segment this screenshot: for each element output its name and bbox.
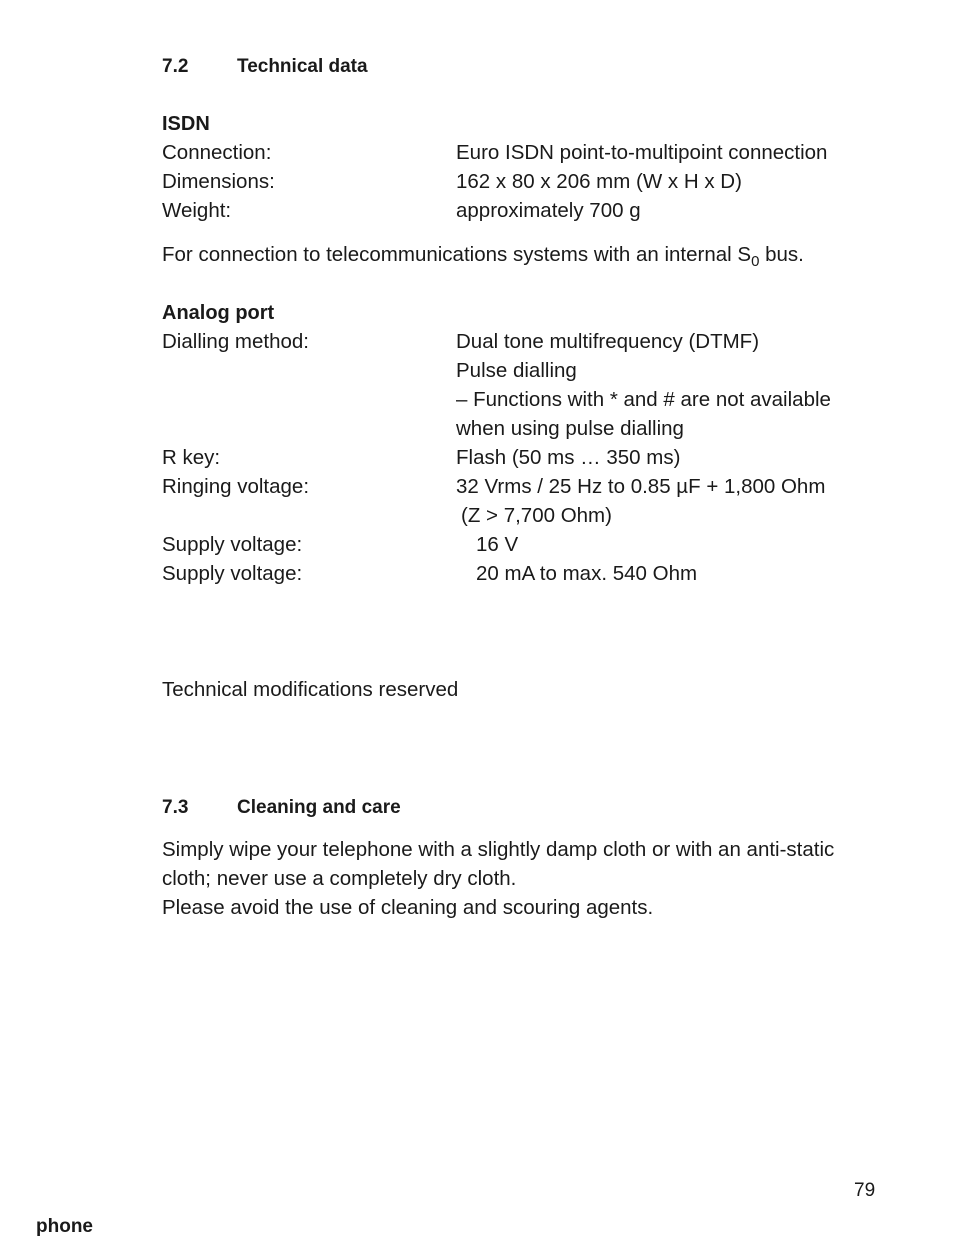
cleaning-line-3: Please avoid the use of cleaning and scouring agents. — [162, 896, 654, 919]
dialling-label: Dialling method: — [162, 330, 309, 353]
rkey-value: Flash (50 ms … 350 ms) — [456, 446, 681, 469]
section-number: 7.2 — [162, 56, 189, 77]
dimensions-value: 162 x 80 x 206 mm (W x H x D) — [456, 170, 742, 193]
isdn-heading: ISDN — [162, 113, 210, 135]
rkey-label: R key: — [162, 446, 221, 469]
dialling-value-note: – Functions with * and # are not available — [456, 388, 831, 411]
isdn-note-end: bus. — [759, 243, 804, 266]
supply-voltage-label: Supply voltage: — [162, 533, 303, 556]
section-title-cleaning: Cleaning and care — [237, 797, 401, 818]
analog-heading: Analog port — [162, 302, 275, 324]
ringing-value-impedance: (Z > 7,700 Ohm) — [461, 504, 612, 527]
supply-current-value: 20 mA to max. 540 Ohm — [476, 562, 698, 585]
ringing-label: Ringing voltage: — [162, 475, 310, 498]
section-title: Technical data — [237, 56, 368, 77]
weight-value: approximately 700 g — [456, 199, 641, 222]
cleaning-line-2: cloth; never use a completely dry cloth. — [162, 867, 517, 890]
dialling-value-pulse: Pulse dialling — [456, 359, 577, 382]
isdn-note-subscript: 0 — [751, 253, 760, 270]
dimensions-label: Dimensions: — [162, 170, 275, 193]
connection-label: Connection: — [162, 141, 272, 164]
supply-voltage-value: 16 V — [476, 533, 519, 556]
supply-current-label: Supply voltage: — [162, 562, 303, 585]
section-number-cleaning: 7.3 — [162, 797, 189, 818]
weight-label: Weight: — [162, 199, 232, 222]
dialling-value-dtmf: Dual tone multifrequency (DTMF) — [456, 330, 760, 353]
running-footer: phone — [36, 1216, 93, 1237]
modifications-note: Technical modifications reserved — [162, 678, 459, 701]
page-number: 79 — [854, 1180, 876, 1201]
dialling-value-note-cont: when using pulse dialling — [456, 417, 684, 440]
cleaning-line-1: Simply wipe your telephone with a slightly damp cloth or with an anti-static — [162, 838, 835, 861]
isdn-note-text: For connection to telecommunications systems with an internal S — [162, 243, 752, 266]
ringing-value: 32 Vrms / 25 Hz to 0.85 µF + 1,800 Ohm — [456, 475, 826, 498]
connection-value: Euro ISDN point-to-multipoint connection — [456, 141, 828, 164]
isdn-note — [162, 243, 804, 270]
